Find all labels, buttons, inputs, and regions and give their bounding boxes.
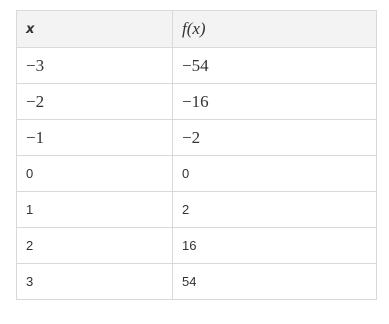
table-row — [17, 192, 377, 228]
cell-fx: 0 — [173, 156, 377, 192]
cell-fx: 16 — [173, 228, 377, 264]
cell-x: 1 — [17, 192, 173, 228]
cell-fx: −54 — [173, 48, 377, 84]
table-header-row — [17, 11, 377, 48]
function-table — [16, 10, 377, 300]
cell-fx: 2 — [173, 192, 377, 228]
cell-x: 0 — [17, 156, 173, 192]
cell-fx: 54 — [173, 264, 377, 300]
cell-fx: −2 — [173, 120, 377, 156]
cell-x: −2 — [17, 84, 173, 120]
cell-x: −1 — [17, 120, 173, 156]
cell-x: −3 — [17, 48, 173, 84]
table-row — [17, 120, 377, 156]
header-x: x — [17, 11, 173, 48]
table-row — [17, 156, 377, 192]
table-row — [17, 264, 377, 300]
table-row — [17, 228, 377, 264]
cell-fx: −16 — [173, 84, 377, 120]
table-body — [17, 48, 377, 300]
header-fx: f(x) — [173, 11, 377, 48]
cell-x: 2 — [17, 228, 173, 264]
function-table-container — [16, 10, 377, 300]
cell-x: 3 — [17, 264, 173, 300]
table-row — [17, 84, 377, 120]
table-row — [17, 48, 377, 84]
